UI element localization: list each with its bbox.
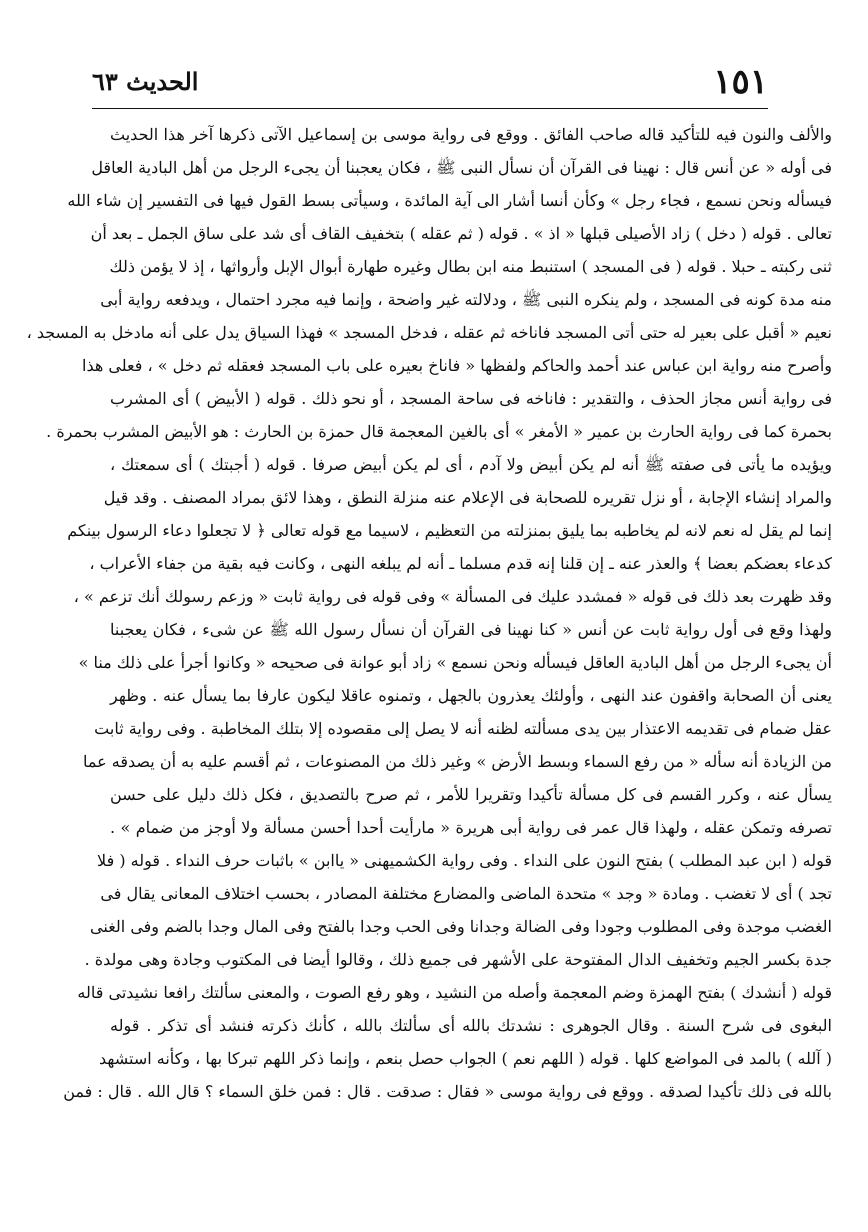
text-line: فيسأله ونحن نسمع ، فجاء رجل » وكأن أنسا أشار الى آية المائدة ، وسيأتى بسط القول فيها فى التفسير إن شاء الله [67,191,832,210]
page-number: ١٥١ [713,62,768,102]
text-line: تصرفه وتمكن عقله ، ولهذا قال عمر فى رواية أبى هريرة « مارأيت أحدا أحسن مسألة ولا أوجز من ضمام » . [110,818,832,837]
text-line: والألف والنون فيه للتأكيد قاله صاحب الفائق . ووقع فى رواية موسى بن إسماعيل الآتى ذكرها آخر هذا الحديث [110,125,832,144]
text-line: أن يجىء الرجل من أهل البادية العاقل فيسأله ونحن نسمع » زاد أبو عوانة فى صحيحه « وكانوا أجرأ على ذلك منا » [78,653,832,672]
text-line: البغوى فى شرح السنة . وقال الجوهرى : نشدتك بالله أى سألتك بالله ، كأنك ذكرته فنشد أى تذكر . قوله [110,1016,832,1035]
text-line: عقل ضمام فى تقديمه الاعتذار بين يدى مسألته لظنه أنه لا يصل إلى مقصوده إلا بتلك المخاطبة . وفى رواية ثابت [94,719,832,738]
text-line: ثنى ركبته ـ حبلا . قوله ( فى المسجد ) استنبط منه ابن بطال وغيره طهارة أبوال الإبل وأرواثها ، إذ لا يؤمن ذلك [109,257,832,276]
page-header [92,60,768,108]
header-rule [92,108,768,109]
text-line: الغضب موجدة وفى المطلوب وجودا وفى الضالة وجدانا وفى الحب وجدا بالفتح وفى المال وجدا بالضم وفى الغنى [90,917,832,936]
text-line: يسأل عنه ، وكرر القسم فى كل مسألة تأكيدا وتقريرا للأمر ، ثم صرح بالتصديق ، فكل ذلك دليل على حسن [110,785,832,804]
text-line: نعيم « أقبل على بعير له حتى أتى المسجد فاناخه ثم عقله ، فدخل المسجد » فهذا السياق يدل على أنه مادخل به المسجد ، [26,323,832,342]
text-line: فى أوله « عن أنس قال : نهينا فى القرآن أن نسأل النبى ﷺ ، فكان يعجبنا أن يجىء الرجل من أهل البادية العاقل [91,158,832,177]
commentary-text [26,118,832,1108]
text-line: ( آلله ) بالمد فى المواضع كلها . قوله ( اللهم نعم ) الجواب حصل بنعم ، وإنما ذكر اللهم تبركا بها ، وكأنه استشهد [98,1049,832,1068]
text-line: منه مدة كونه فى المسجد ، ولم ينكره النبى ﷺ ، ودلالته غير واضحة ، وإنما فيه مجرد احتمال ، ويدفعه رواية أبى [100,290,832,309]
text-line: بالله فى ذلك تأكيدا لصدقه . ووقع فى رواية موسى « فقال : صدقت . قال : فمن خلق السماء ؟ قال الله . قال : فمن [63,1082,832,1101]
text-line: كدعاء بعضكم بعضا ﴾ والعذر عنه ـ إن قلنا إنه قدم مسلما ـ أنه لم يبلغه النهى ، وكانت فيه بقية من جفاء الأعراب ، [89,554,832,573]
text-line: فى رواية أنس مجاز الحذف ، والتقدير : فاناخه فى ساحة المسجد ، أو نحو ذلك . قوله ( الأبيض ) أى المشرب [110,389,832,408]
text-line: ولهذا وقع فى أول رواية ثابت عن أنس « كنا نهينا فى القرآن أن نسأل رسول الله ﷺ عن شىء ، فكان يعجبنا [110,620,832,639]
text-line: قوله ( أنشدك ) بفتح الهمزة وضم المعجمة وأصله من النشيد ، وهو رفع الصوت ، والمعنى سألتك رافعا نشيدتى قاله [77,983,832,1002]
text-line: تعالى . قوله ( دخل ) زاد الأصيلى قبلها « اذ » . قوله ( ثم عقله ) بتخفيف القاف أى شد على ساق الجمل ـ بعد أن [90,224,832,243]
text-line: قوله ( ابن عبد المطلب ) بفتح النون على النداء . وفى رواية الكشميهنى « ياابن » باثبات حرف النداء . قوله ( فلا [97,851,832,870]
text-line: وقد ظهرت بعد ذلك فى قوله « فمشدد عليك فى المسألة » وفى قوله فى رواية ثابت « وزعم رسولك أنك تزعم » ، [73,587,832,606]
text-line: يعنى أن الصحابة واقفون عند النهى ، وأولئك يعذرون بالجهل ، وتمنوه عاقلا ليكون عارفا بما يسأل عنه . وظهر [110,686,832,705]
running-title: الحديث ٦٣ [92,67,199,96]
text-line: من الزيادة أنه سأله « من رفع السماء وبسط الأرض » وغير ذلك من المصنوعات ، ثم أقسم عليه به أن يصدقه عما [83,752,832,771]
text-line: جدة بكسر الجيم وتخفيف الدال المفتوحة على الأشهر فى جميع ذلك ، وقالوا أيضا فى المكتوب وجادة وهى مولدة . [84,950,832,969]
text-line: إنما لم يقل له نعم لانه لم يخاطبه بما يليق بمنزلته من التعظيم ، لاسيما مع قوله تعالى ﴿ لا تجعلوا دعاء الرسول بينكم [67,521,832,540]
text-line: ويؤيده ما يأتى فى صفته ﷺ أنه لم يكن أبيض ولا آدم ، أى لم يكن أبيض صرفا . قوله ( أجبتك ) أى سمعتك ، [110,455,832,474]
text-line: تجد ) أى لا تغضب . ومادة « وجد » متحدة الماضى والمضارع مختلفة المصادر ، بحسب اختلاف المعانى يقال فى [100,884,832,903]
text-line: بحمرة كما فى رواية الحارث بن عمير « الأمغر » أى بالغين المعجمة قال حمزة بن الحارث : هو الأبيض المشرب بحمرة . [46,422,832,441]
text-line: والمراد إنشاء الإجابة ، أو نزل تقريره للصحابة فى الإعلام عنه منزلة النطق ، وهذا لائق بمراد المصنف . وقد قيل [103,488,832,507]
text-line: وأصرح منه رواية ابن عباس عند أحمد والحاكم ولفظها « فاناخ بعيره على باب المسجد فعقله ثم دخل » ، فعلى هذا [82,356,832,375]
